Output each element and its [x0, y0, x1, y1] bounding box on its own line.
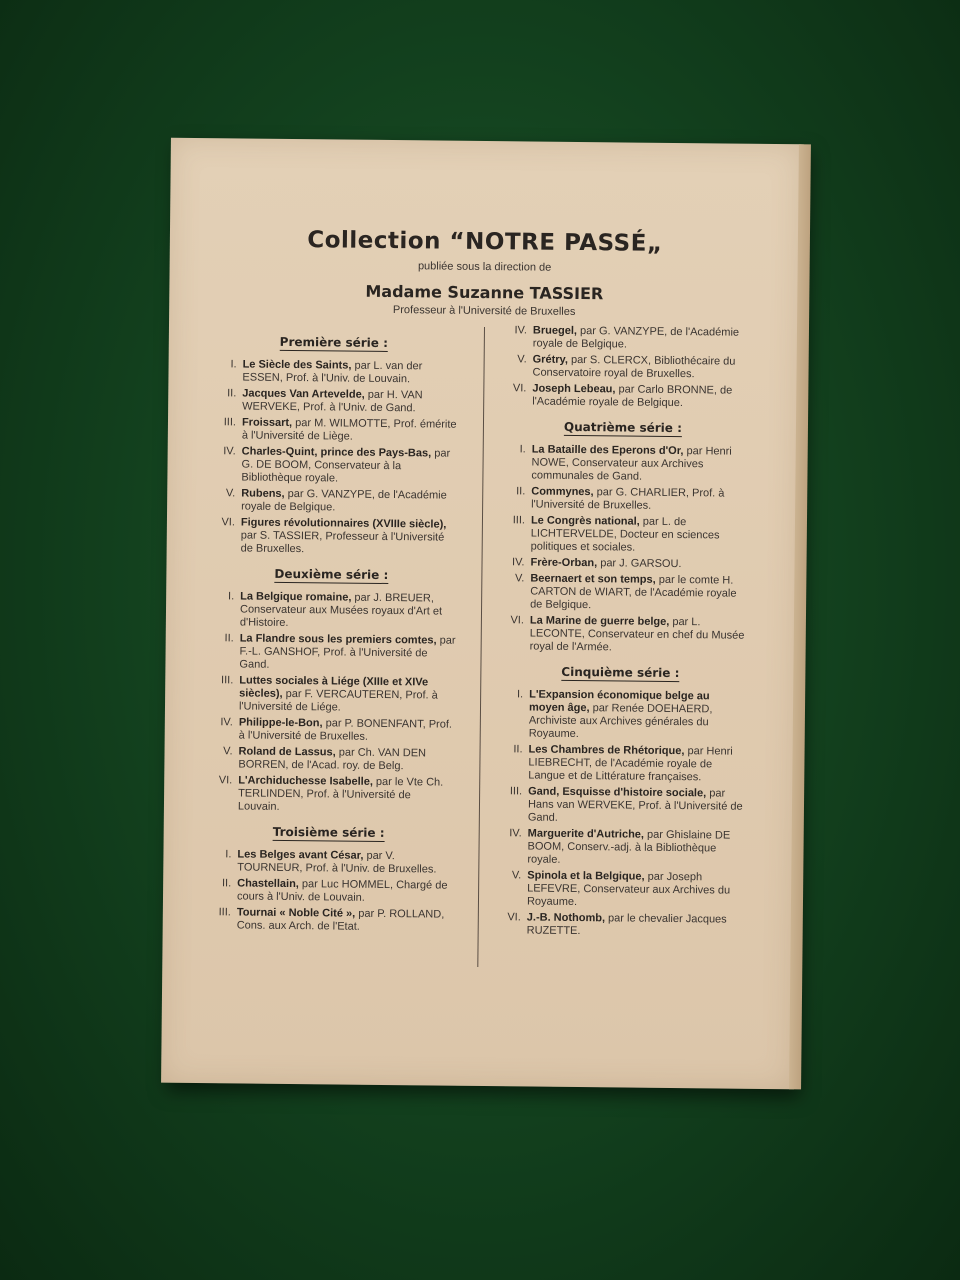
entry-number: V. [517, 353, 527, 366]
entry-author: par Luc HOMMEL, Chargé de cours à l'Univ. de Louvain. [236, 878, 448, 904]
book-entry [499, 324, 749, 353]
book-entry [205, 674, 455, 716]
left-column [203, 323, 459, 938]
entry-text [239, 632, 455, 673]
entry-title: La Flandre sous les premiers comtes, [239, 632, 437, 647]
entry-title: Rubens, [241, 487, 285, 500]
entry-title: Beernaert et son temps, [530, 572, 656, 586]
series-list-2 [204, 590, 456, 816]
book-entry [497, 514, 747, 556]
entry-number: III. [220, 674, 234, 687]
book-entry [498, 382, 748, 411]
book-entry [207, 487, 457, 516]
entry-text [237, 877, 453, 905]
entry-author: par F. VERCAUTEREN, Prof. à l'Université de Liége. [238, 687, 438, 714]
entry-number: I. [519, 443, 526, 456]
entry-title: La Bataille des Eperons d'Or, [531, 443, 684, 458]
entry-number: V. [225, 487, 236, 500]
entry-text [531, 515, 747, 556]
entry-author: par G. VANZYPE, de l'Académie royale de Belgique. [241, 487, 447, 514]
entry-title: Philippe-le-Bon, [238, 716, 323, 730]
entry-number: IV. [512, 556, 525, 569]
entry-number: V. [511, 869, 522, 882]
director-role: Professeur à l'Université de Bruxelles [392, 304, 576, 318]
right-column [493, 326, 749, 943]
entry-number: VI. [510, 614, 524, 627]
entry-text [530, 557, 746, 572]
entry-title: Gand, Esquisse d'histoire sociale, [528, 785, 707, 800]
entry-author: par S. TASSIER, Professeur à l'Université de Bruxelles. [240, 529, 445, 556]
entry-author: par Ch. VAN DEN BORREN, de l'Acad. roy. de Belg. [238, 746, 427, 773]
entry-author: par S. CLERCX, Bibliothécaire du Conservatoire royal de Bruxelles. [532, 353, 736, 381]
entry-number: IV. [220, 716, 233, 729]
book-entry [493, 827, 743, 869]
entry-title: L'Expansion économique belge au moyen âge, [528, 688, 710, 715]
entry-title: Froissart, [241, 416, 293, 429]
entry-title: Spinola et la Belgique, [527, 869, 645, 883]
entry-text [531, 486, 747, 514]
entry-text [241, 445, 457, 486]
entry-text [528, 743, 744, 784]
entry-author: par V. TOURNEUR, Prof. à l'Univ. de Bruxelles. [237, 849, 437, 876]
director-name: Madame Suzanne TASSIER [365, 281, 604, 304]
entry-text [238, 745, 454, 773]
entry-number: III. [512, 514, 526, 527]
entry-author: par F.-L. GANSHOF, Prof. à l'Université de Gand. [239, 634, 456, 671]
book-entry [494, 785, 744, 827]
entry-number: II. [227, 387, 237, 400]
entry-number: VI. [507, 911, 521, 924]
entry-author: par Renée DOEHAERD, Archiviste aux Archives générales du Royaume. [528, 702, 713, 741]
book-entry [208, 358, 458, 387]
entry-title: Commynes, [531, 485, 594, 499]
entry-author: par Joseph LEFEVRE, Conservateur aux Archives du Royaume. [526, 870, 731, 909]
series-heading-3: Troisième série : [272, 824, 385, 840]
entry-title: Les Belges avant César, [237, 848, 364, 862]
entry-number: III. [223, 416, 237, 429]
entry-text [242, 416, 458, 444]
entry-number: I. [225, 848, 232, 861]
entry-number: IV. [514, 324, 528, 337]
entry-author: par le comte H. CARTON de WIART, de l'Académie royale de Belgique. [530, 573, 737, 612]
entry-author: par Ghislaine DE BOOM, Conserv.-adj. à la Bibliothèque royale. [527, 828, 731, 866]
series-list-3 [203, 848, 454, 935]
entry-text [239, 674, 455, 715]
entry-title: La Belgique romaine, [240, 590, 352, 604]
entry-author: par L. LECONTE, Conservateur en chef du Musée royal de l'Armée. [529, 615, 745, 654]
book-entry [207, 516, 457, 558]
book-entry [495, 688, 746, 743]
book-entry [208, 416, 458, 445]
book-entry [497, 443, 747, 485]
entry-text [237, 906, 453, 934]
entry-author: par Carlo BRONNE, de l'Académie royale de Belgique. [532, 383, 733, 410]
entry-title: Grétry, [532, 353, 568, 366]
entry-title: Charles-Quint, prince des Pays-Bas, [241, 445, 432, 460]
book-entry [494, 743, 744, 785]
entry-number: I. [227, 590, 235, 603]
entry-author: par Henri LIEBRECHT, de l'Académie royale de Langue et de Littérature françaises. [528, 745, 733, 784]
entry-text [237, 848, 453, 876]
entry-title: Tournai « Noble Cité », [236, 906, 356, 920]
entry-author: par le Vte Ch. TERLINDEN, Prof. à l'Université de Louvain. [237, 775, 444, 813]
entry-title: Jacques Van Artevelde, [242, 387, 365, 401]
entry-text [528, 785, 744, 826]
entry-title: Joseph Lebeau, [532, 382, 616, 396]
book-entry [496, 572, 746, 614]
book-entry [203, 848, 453, 877]
direction-line: publiée sous la direction de [417, 260, 552, 274]
entry-author: par H. VAN WERVEKE, Prof. à l'Univ. de Gand. [242, 388, 423, 415]
series-list-1 [207, 358, 459, 558]
entry-text [532, 383, 748, 411]
entry-text [529, 688, 746, 742]
entry-author: par le chevalier Jacques RUZETTE. [526, 912, 727, 938]
entry-number: II. [516, 485, 526, 498]
entry-text [527, 911, 743, 939]
series-heading-2: Deuxième série : [274, 566, 389, 583]
entry-author: par G. VANZYPE, de l'Académie royale de Belgique. [532, 324, 740, 351]
collection-title: Collection “NOTRE PASSÉ„ [307, 227, 663, 257]
entry-text [242, 358, 458, 386]
column-divider [477, 327, 485, 967]
entry-number: VI. [221, 516, 236, 529]
series-heading-5: Cinquième série : [561, 664, 680, 681]
book-entry [204, 774, 454, 816]
entry-author: par L. de LICHTERVELDE, Docteur en sciences politiques et sociales. [530, 515, 720, 554]
entry-author: par G. DE BOOM, Conservateur à la Bibliothèque royale. [241, 447, 451, 485]
entry-title: Roland de Lassus, [238, 745, 336, 759]
entry-text [242, 387, 458, 415]
entry-number: III. [218, 906, 231, 919]
entry-number: I. [230, 358, 237, 371]
entry-number: IV. [509, 827, 522, 840]
entry-text [240, 590, 456, 631]
series-list-4 [496, 443, 748, 656]
book-entry [498, 353, 748, 382]
book-entry [206, 590, 456, 632]
entry-author: par M. WILMOTTE, Prof. émérite à l'Université de Liège. [241, 416, 457, 443]
book-entry [496, 556, 746, 572]
series-list-5 [493, 688, 746, 940]
entry-author: par L. van der ESSEN, Prof. à l'Univ. de Louvain. [242, 359, 423, 386]
entry-title: Le Siècle des Saints, [242, 358, 352, 372]
entry-text [533, 325, 749, 353]
entry-title: Les Chambres de Rhétorique, [528, 743, 685, 758]
entry-text [241, 487, 457, 515]
entry-title: L'Archiduchesse Isabelle, [238, 774, 373, 788]
entry-number: V. [514, 572, 525, 585]
entry-author: par P. BONENFANT, Prof. à l'Université de Bruxelles. [238, 717, 453, 743]
entry-number: II. [221, 877, 232, 890]
series-list-3-continued [498, 324, 749, 411]
book-back-cover [161, 138, 804, 1090]
entry-text [532, 354, 748, 382]
entry-title: Luttes sociales à Liége (XIIIe et XIVe siècles), [239, 674, 429, 700]
book-entry [493, 911, 743, 940]
entry-number: VI. [218, 774, 233, 787]
entry-number: II. [224, 632, 234, 645]
entry-number: V. [223, 745, 233, 758]
book-entry [497, 485, 747, 514]
series-heading-4: Quatrième série : [563, 419, 683, 436]
entry-number: I. [516, 688, 524, 701]
book-entry [203, 906, 453, 935]
entry-number: IV. [223, 445, 236, 458]
entry-text [238, 774, 454, 815]
entry-author: par Hans van WERVEKE, Prof. à l'Université de Gand. [527, 787, 743, 824]
entry-author: par J. GARSOU. [597, 557, 682, 571]
entry-title: Chastellain, [237, 877, 299, 891]
entry-author: par P. ROLLAND, Cons. aux Arch. de l'Etat. [236, 907, 445, 933]
entry-number: VI. [512, 382, 527, 395]
entry-author: par Henri NOWE, Conservateur aux Archives communales de Gand. [531, 445, 732, 483]
book-entry [496, 614, 746, 656]
entry-title: Figures révolutionnaires (XVIIIe siècle), [240, 516, 447, 531]
entry-title: Le Congrès national, [530, 514, 640, 528]
entry-title: Marguerite d'Autriche, [527, 827, 645, 841]
book-entry [205, 632, 455, 674]
entry-text [530, 614, 746, 655]
book-entry [207, 445, 457, 487]
book-entry [208, 387, 458, 416]
entry-title: La Marine de guerre belge, [529, 614, 670, 628]
entry-text [239, 716, 455, 744]
entry-text [531, 444, 747, 485]
entry-author: par J. BREUER, Conservateur aux Musées royaux d'Art et d'Histoire. [239, 591, 443, 629]
book-entry [204, 745, 454, 774]
entry-title: Frère-Orban, [530, 556, 598, 570]
entry-text [530, 572, 746, 613]
book-entry [203, 877, 453, 906]
book-entry [205, 716, 455, 745]
entry-number: III. [509, 785, 523, 798]
entry-number: II. [513, 743, 523, 756]
entry-text [527, 869, 743, 910]
entry-author: par G. CHARLIER, Prof. à l'Université de Bruxelles. [531, 486, 725, 512]
entry-title: Bruegel, [532, 324, 578, 337]
entry-title: J.-B. Nothomb, [526, 911, 606, 925]
entry-text [527, 827, 743, 868]
entry-text [241, 516, 457, 557]
series-heading-1: Première série : [279, 334, 389, 350]
book-entry [493, 869, 743, 911]
